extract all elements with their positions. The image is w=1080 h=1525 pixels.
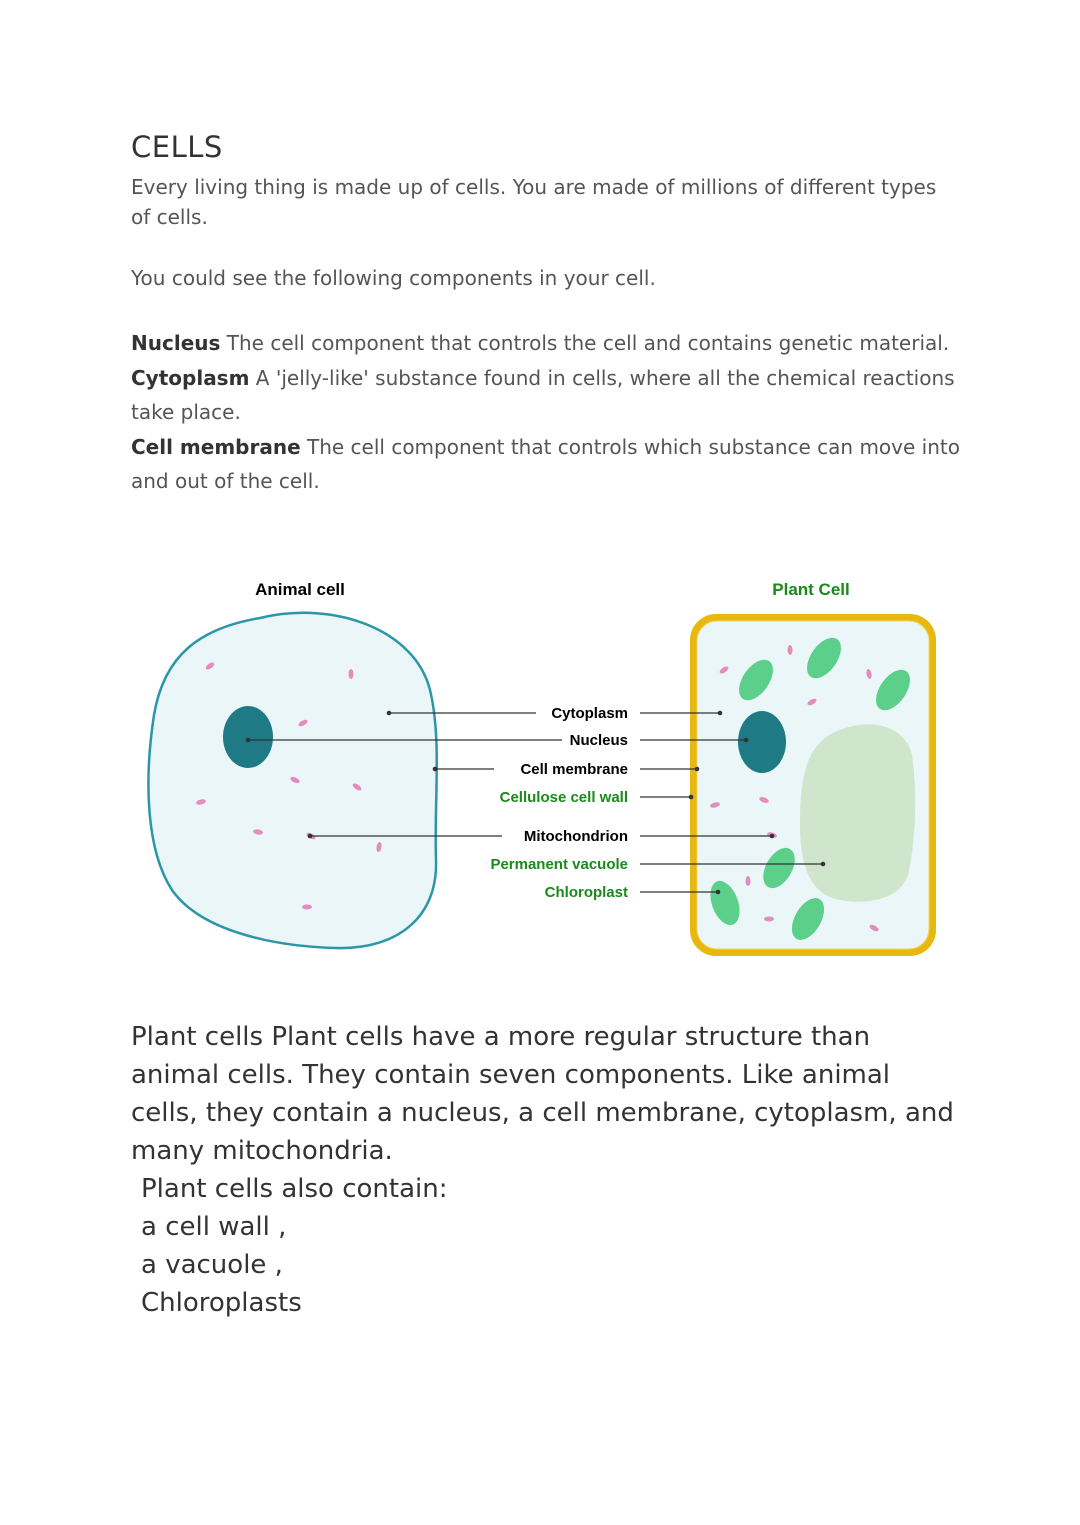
label-nucleus: Nucleus (569, 732, 628, 749)
label-vacuole: Permanent vacuole (490, 856, 628, 873)
animal-nucleus (223, 706, 273, 768)
definition-term: Cell membrane (131, 434, 301, 459)
plant-list-item: a vacuole , (141, 1250, 283, 1280)
components-intro: You could see the following components in your cell. (131, 266, 656, 290)
label-cell-wall: Cellulose cell wall (499, 789, 628, 806)
definition-nucleus (131, 326, 961, 361)
label-cell-membrane: Cell membrane (520, 761, 628, 778)
definition-cell-membrane (131, 430, 961, 499)
plant-components-list (141, 1170, 447, 1322)
plant-cells-paragraph: Plant cells Plant cells have a more regular structure than animal cells. They contain seven components. Like animal cells, they contain a nucleus, a cell membrane, cytoplasm, and many mitochondria. (131, 1022, 954, 1166)
definition-text: The cell component that controls the cell and contains genetic material. (220, 331, 950, 355)
label-mitochondrion: Mitochondrion (523, 828, 628, 845)
definition-text: A 'jelly-like' substance found in cells, where all the chemical reactions take place. (131, 365, 955, 424)
page-title: CELLS (131, 130, 223, 164)
definitions-list (131, 326, 961, 499)
definition-cytoplasm (131, 361, 961, 430)
plant-list-heading: Plant cells also contain: (141, 1174, 448, 1204)
definition-text: The cell component that controls which substance can move into and out of the cell. (131, 434, 960, 493)
plant-list-item: Chloroplasts (141, 1288, 302, 1318)
plant-list-item: a cell wall , (141, 1212, 287, 1242)
intro-paragraph: Every living thing is made up of cells. You are made of millions of different types of cells. (131, 175, 937, 229)
definition-term: Cytoplasm (131, 365, 250, 390)
animal-cell (148, 613, 436, 948)
definition-term: Nucleus (131, 331, 221, 355)
plant-cell (690, 614, 936, 956)
cell-diagram (140, 570, 950, 970)
animal-cell-title: Animal cell (255, 580, 345, 599)
label-cytoplasm: Cytoplasm (551, 705, 628, 722)
plant-vacuole (800, 724, 915, 901)
label-chloroplast: Chloroplast (544, 884, 628, 901)
diagram-labels (490, 705, 628, 901)
plant-cell-title: Plant Cell (772, 580, 850, 599)
